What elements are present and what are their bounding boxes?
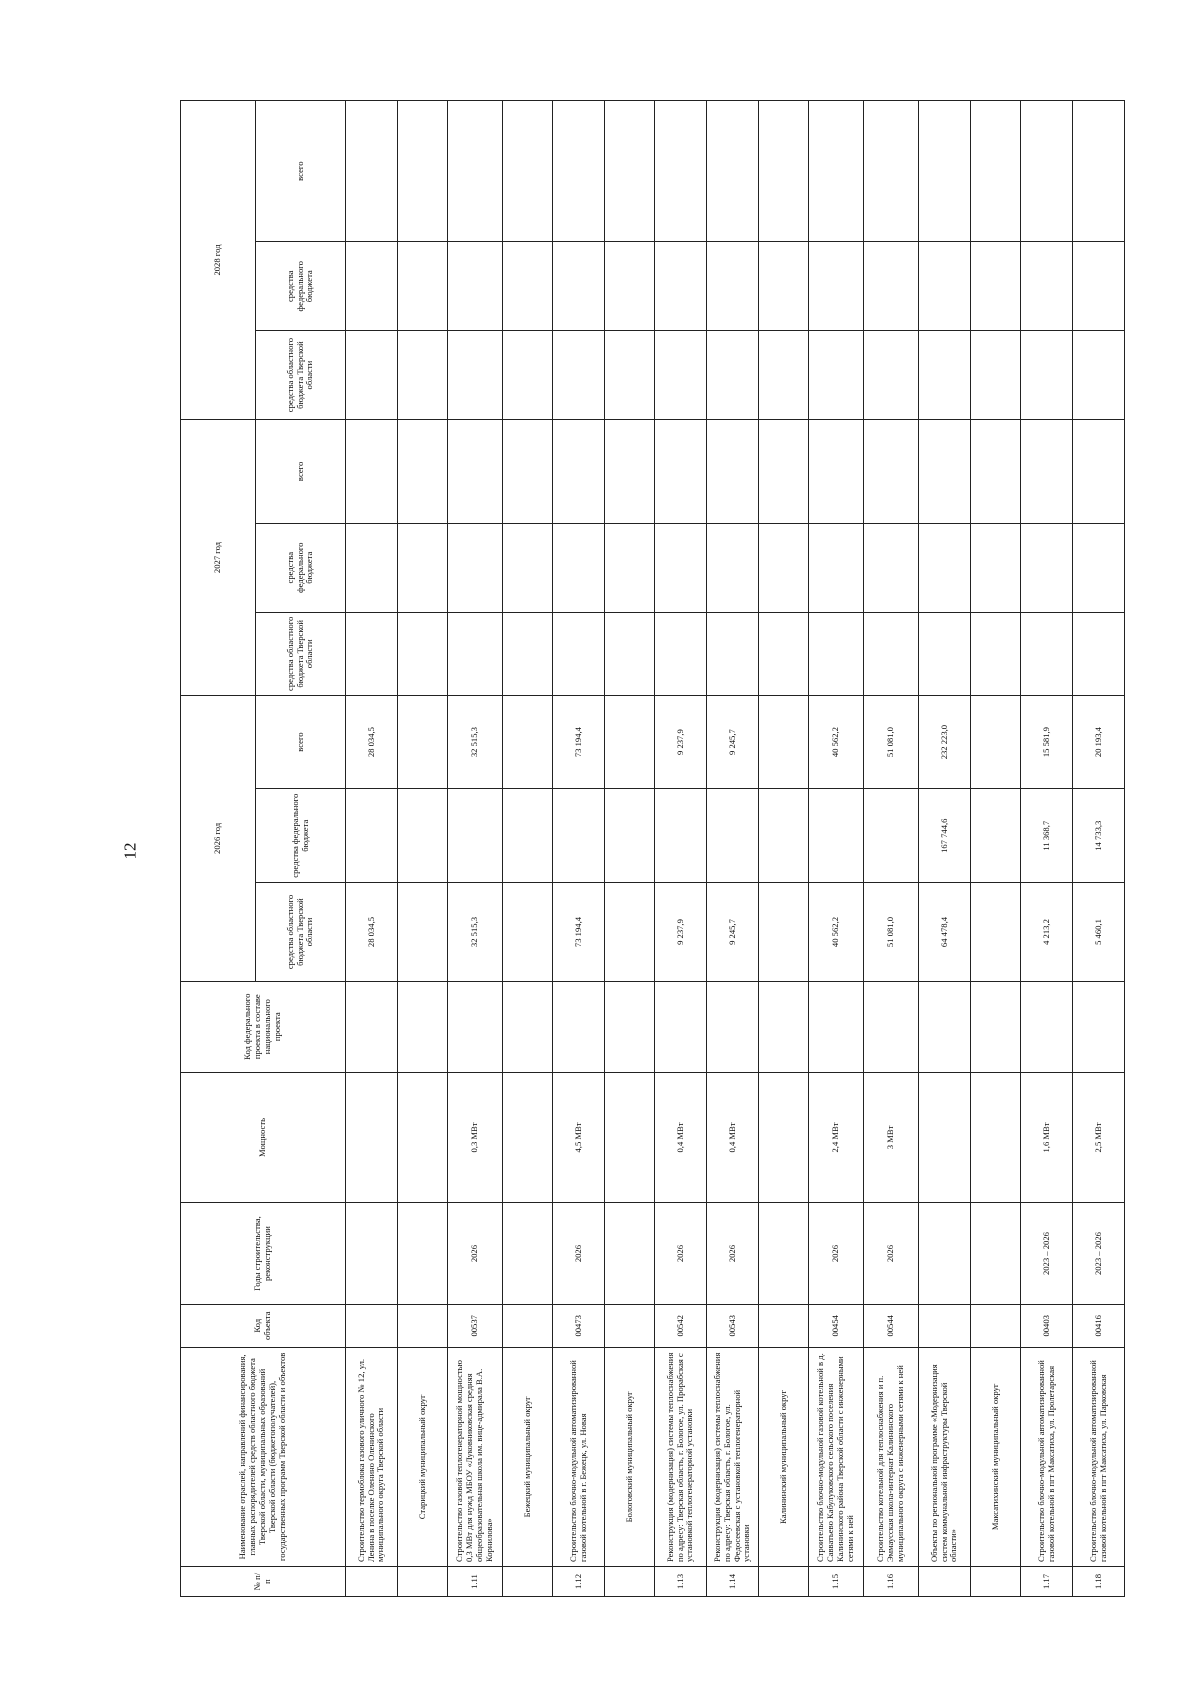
row-name: Строительство термоблока газового уличного № 12, ул. Ленина в поселке Оленино Оленинского муниципального округа Тверской области xyxy=(346,1347,398,1566)
row-num xyxy=(346,1567,398,1597)
row-2027-total xyxy=(346,419,398,523)
row-code xyxy=(919,1304,971,1347)
header-federal-project-code: Код федерального проекта в составе национального проекта xyxy=(181,981,346,1072)
district-name: Максатихинский муниципальный округ xyxy=(971,1347,1021,1566)
header-2027-federal: средства федерального бюджета xyxy=(256,523,346,612)
row-power: 0,4 МВт xyxy=(707,1072,759,1203)
row-2026-regional: 4 213,2 xyxy=(1021,883,1073,981)
row-2026-total: 73 194,4 xyxy=(553,696,605,789)
row-num: 1.18 xyxy=(1073,1567,1125,1597)
row-2026-total: 9 245,7 xyxy=(707,696,759,789)
row-years: 2023 – 2026 xyxy=(1021,1203,1073,1305)
header-years: Годы строительства, реконструкции xyxy=(181,1203,346,1305)
row-2026-federal xyxy=(553,789,605,883)
row-fed-code xyxy=(864,981,919,1072)
header-2026-federal: средства федерального бюджета xyxy=(256,789,346,883)
row-2026-federal xyxy=(346,789,398,883)
row-num: 1.12 xyxy=(553,1567,605,1597)
row-num xyxy=(919,1567,971,1597)
row-power: 0,3 МВт xyxy=(448,1072,503,1203)
row-years: 2026 xyxy=(707,1203,759,1305)
district-row xyxy=(971,101,1021,1597)
row-name: Строительство газовой теплогенераторной мощностью 0,3 МВт для нужд МБОУ «Луковниковская средняя общеобразовательная школа им. вице-адмирала В.А. Корнилова» xyxy=(448,1347,503,1566)
row-fed-code xyxy=(919,981,971,1072)
row-code: 00416 xyxy=(1073,1304,1125,1347)
row-num: 1.11 xyxy=(448,1567,503,1597)
row-years: 2023 – 2026 xyxy=(1073,1203,1125,1305)
row-years: 2026 xyxy=(809,1203,864,1305)
row-num: 1.15 xyxy=(809,1567,864,1597)
row-name: Строительство блочно-модульной газовой котельной в д. Савватьево Кабулуковского сельского поселения Калининского района Тверской области с инженерными сетями к ней xyxy=(809,1347,864,1566)
header-2028-total: всего xyxy=(256,101,346,242)
header-2026-total: всего xyxy=(256,696,346,789)
district-name: Старицкий муниципальный округ xyxy=(398,1347,448,1566)
row-fed-code xyxy=(655,981,707,1072)
district-name: Бежецкий муниципальный округ xyxy=(503,1347,553,1566)
row-code: 00403 xyxy=(1021,1304,1073,1347)
row-2026-federal: 11 368,7 xyxy=(1021,789,1073,883)
table-row xyxy=(655,101,707,1597)
table-body xyxy=(346,101,1125,1597)
row-fed-code xyxy=(346,981,398,1072)
table-row xyxy=(707,101,759,1597)
row-2026-regional: 40 562,2 xyxy=(809,883,864,981)
row-years xyxy=(346,1203,398,1305)
district-row xyxy=(398,101,448,1597)
row-name: Реконструкция (модернизация) системы теплоснабжения по адресу: Тверская область, г. Бологое, ул. Федосеевская с установкой теплогенераторной установки xyxy=(707,1347,759,1566)
header-year-2027: 2027 год xyxy=(181,419,256,695)
row-num: 1.14 xyxy=(707,1567,759,1597)
district-name: Бологовский муниципальный округ xyxy=(605,1347,655,1566)
row-fed-code xyxy=(553,981,605,1072)
row-power: 3 МВт xyxy=(864,1072,919,1203)
row-years xyxy=(919,1203,971,1305)
row-2028-regional xyxy=(346,331,398,420)
row-2026-federal: 14 733,3 xyxy=(1073,789,1125,883)
district-row xyxy=(759,101,809,1597)
row-fed-code xyxy=(1073,981,1125,1072)
row-power: 2,4 МВт xyxy=(809,1072,864,1203)
row-2026-regional: 73 194,4 xyxy=(553,883,605,981)
row-years: 2026 xyxy=(553,1203,605,1305)
row-years: 2026 xyxy=(448,1203,503,1305)
table-row xyxy=(1073,101,1125,1597)
row-fed-code xyxy=(809,981,864,1072)
table-row xyxy=(448,101,503,1597)
header-num: № п/п xyxy=(181,1567,346,1597)
header-object-code: Код объекта xyxy=(181,1304,346,1347)
row-code: 00454 xyxy=(809,1304,864,1347)
row-num: 1.17 xyxy=(1021,1567,1073,1597)
row-power: 4,5 МВт xyxy=(553,1072,605,1203)
district-row xyxy=(503,101,553,1597)
header-2027-regional: средства областного бюджета Тверской области xyxy=(256,612,346,695)
row-years: 2026 xyxy=(655,1203,707,1305)
row-2026-total: 32 515,3 xyxy=(448,696,503,789)
row-power: 0,4 МВт xyxy=(655,1072,707,1203)
header-power: Мощность xyxy=(181,1072,346,1203)
row-2026-regional: 64 478,4 xyxy=(919,883,971,981)
row-2026-federal: 167 744,6 xyxy=(919,789,971,883)
row-2026-federal xyxy=(864,789,919,883)
row-name: Строительство блочно-модульной автоматизированной газовой котельной в г. Бежецк, ул. Новая xyxy=(553,1347,605,1566)
row-name: Строительство котельной для теплоснабжения и п. Эммаусская школа-интернат Калининского муниципального округа с инженерными сетями к ней xyxy=(864,1347,919,1566)
row-name: Объекты по региональной программе «Модернизация систем коммунальной инфраструктуры Тверской области» xyxy=(919,1347,971,1566)
table-row xyxy=(809,101,864,1597)
header-2026-regional: средства областного бюджета Тверской области xyxy=(256,883,346,981)
header-year-2026: 2026 год xyxy=(181,696,256,982)
table-row xyxy=(864,101,919,1597)
row-2026-total: 15 581,9 xyxy=(1021,696,1073,789)
table-row xyxy=(346,101,398,1597)
objects-financing-table xyxy=(180,100,1125,1597)
row-power xyxy=(346,1072,398,1203)
row-power xyxy=(919,1072,971,1203)
row-2028-federal xyxy=(346,242,398,331)
header-2028-federal: средства федерального бюджета xyxy=(256,242,346,331)
row-2027-federal xyxy=(346,523,398,612)
row-2026-regional: 51 081,0 xyxy=(864,883,919,981)
row-years: 2026 xyxy=(864,1203,919,1305)
table-row xyxy=(1021,101,1073,1597)
row-2026-regional: 32 515,3 xyxy=(448,883,503,981)
table-row xyxy=(919,101,971,1597)
row-2028-total xyxy=(346,101,398,242)
row-name: Реконструкция (модернизация) системы теплоснабжения по адресу: Тверская область, г. Бологое, ул. Прорабская с установкой теплогенераторной установки xyxy=(655,1347,707,1566)
header-name: Наименование отраслей, направлений финансирования, главных распорядителей средств областного бюджета Тверской области, муниципальных образований Тверской области (бюджетополучателей), государственных программ Тверской области и объектов xyxy=(181,1347,346,1566)
row-fed-code xyxy=(1021,981,1073,1072)
row-code: 00542 xyxy=(655,1304,707,1347)
row-2026-federal xyxy=(448,789,503,883)
row-code: 00537 xyxy=(448,1304,503,1347)
row-code: 00473 xyxy=(553,1304,605,1347)
row-2026-total: 9 237,9 xyxy=(655,696,707,789)
row-num: 1.16 xyxy=(864,1567,919,1597)
row-2026-total: 51 081,0 xyxy=(864,696,919,789)
header-year-2028: 2028 год xyxy=(181,101,256,420)
row-fed-code xyxy=(707,981,759,1072)
table-row xyxy=(553,101,605,1597)
row-2026-federal xyxy=(809,789,864,883)
row-fed-code xyxy=(448,981,503,1072)
row-name: Строительство блочно-модульной автоматизированной газовой котельной в пгт Максатиха, ул. Пролетарская xyxy=(1021,1347,1073,1566)
district-name: Калининский муниципальный округ xyxy=(759,1347,809,1566)
row-name: Строительство блочно-модульной автоматизированной газовой котельной в пгт Максатиха, ул. Парковская xyxy=(1073,1347,1125,1566)
row-code: 00544 xyxy=(864,1304,919,1347)
row-power: 1,6 МВт xyxy=(1021,1072,1073,1203)
row-power: 2,5 МВт xyxy=(1073,1072,1125,1203)
page-number: 12 xyxy=(120,842,140,860)
row-2026-federal xyxy=(707,789,759,883)
rotated-table-container xyxy=(180,100,1108,1597)
row-2026-regional: 9 237,9 xyxy=(655,883,707,981)
row-2026-regional: 5 460,1 xyxy=(1073,883,1125,981)
district-row xyxy=(605,101,655,1597)
row-code: 00543 xyxy=(707,1304,759,1347)
row-2026-total: 40 562,2 xyxy=(809,696,864,789)
row-2026-total: 28 034,5 xyxy=(346,696,398,789)
row-code xyxy=(346,1304,398,1347)
header-2027-total: всего xyxy=(256,419,346,523)
header-2028-regional: средства областного бюджета Тверской области xyxy=(256,331,346,420)
row-2026-regional: 28 034,5 xyxy=(346,883,398,981)
row-2027-regional xyxy=(346,612,398,695)
row-2026-total: 232 223,0 xyxy=(919,696,971,789)
row-2026-federal xyxy=(655,789,707,883)
row-num: 1.13 xyxy=(655,1567,707,1597)
header-row-top xyxy=(181,101,256,1597)
row-2026-total: 20 193,4 xyxy=(1073,696,1125,789)
row-2026-regional: 9 245,7 xyxy=(707,883,759,981)
